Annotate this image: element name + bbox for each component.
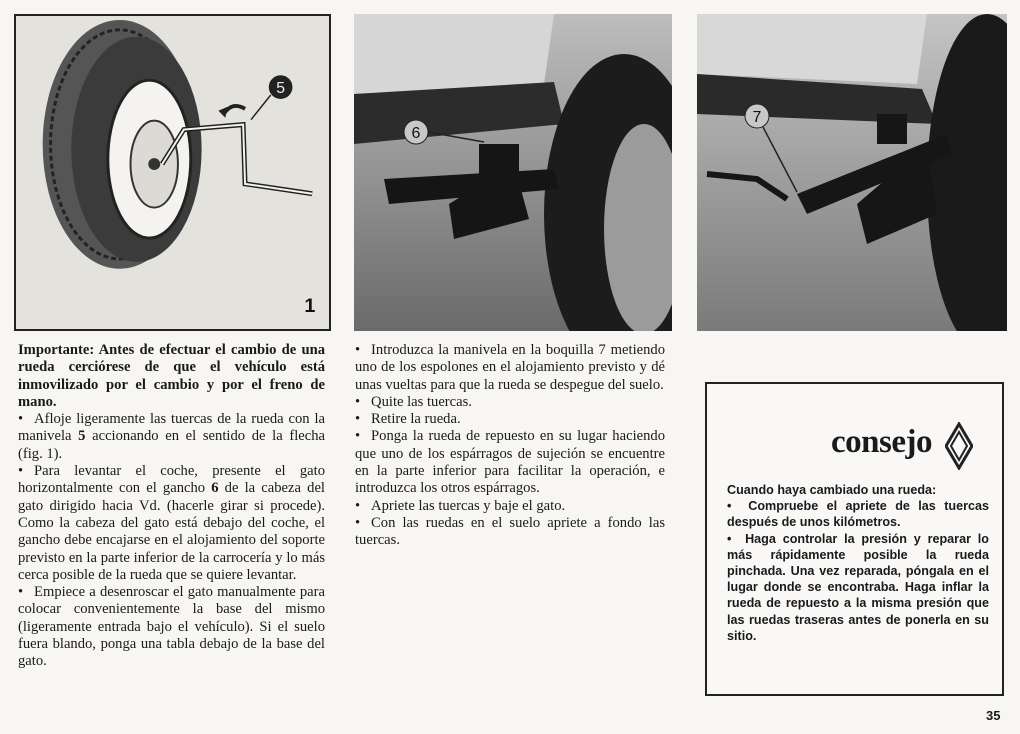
jack-crank-photo-illustration <box>697 14 1007 331</box>
instruction-unscrew-jack: • Empiece a desenroscar el gato manualmente para colocar convenientemente la base del mismo (ligeramente entrada bajo el vehículo). Si el suelo fuera blando, ponga una tabla debajo de la base del gato. <box>18 584 325 670</box>
figure-number-label: 1 <box>304 295 316 318</box>
text-column-left <box>18 342 325 671</box>
bullet-glyph: • <box>355 342 361 358</box>
bullet-glyph: • <box>355 411 361 428</box>
figure-2-jack-under-car <box>354 14 672 331</box>
instruction-item: • Introduzca la manivela en la boquilla 7 metiendo uno de los espolones en el alojamiento previsto y dé unas vueltas para que la rueda se despegue del suelo. <box>355 342 665 393</box>
instruction-loosen-nuts: • Afloje ligeramente las tuercas de la rueda con la manivela 5 accionando en el sentido de la flecha (fig. 1). <box>18 411 325 462</box>
instruction-item: • Quite las tuercas. <box>355 393 472 410</box>
instruction-item: • Con las ruedas en el suelo apriete a fondo las tuercas. <box>355 514 665 549</box>
callout-label-7: 7 <box>752 109 762 126</box>
bullet-glyph: • <box>355 514 361 531</box>
instruction-item: • Apriete las tuercas y baje el gato. <box>355 497 566 514</box>
bullet-glyph: • <box>727 531 732 546</box>
instruction-item: • Retire la rueda. <box>355 411 461 428</box>
tip-title: consejo <box>831 424 932 460</box>
bullet-glyph: • <box>18 411 24 428</box>
bullet-glyph: • <box>355 428 361 445</box>
page-number: 35 <box>986 708 1001 723</box>
callout-label-5: 5 <box>276 80 286 98</box>
tip-heading: Cuando haya cambiado una rueda: <box>727 483 937 497</box>
bullet-glyph: • <box>355 497 361 514</box>
instruction-item: • Ponga la rueda de repuesto en su lugar haciendo que uno de los espárragos de sujeción se encuentre en la parte inferior para facilitar la operación, e introduzca los otros espárragos. <box>355 428 665 497</box>
tip-body <box>727 482 989 644</box>
bullet-glyph: • <box>18 463 24 480</box>
spare-wheel-illustration <box>16 16 329 329</box>
instruction-position-jack: • Para levantar el coche, presente el gato horizontalmente con el gancho 6 de la cabeza del gato dirigido hacia Vd. (hacerle girar si procede). Como la cabeza del gato está debajo del coche, el gancho debe encajarse en el alojamiento del soporte previsto en la parte inferior de la carrocería y lo más cerca posible de la rueda que se quiere levantar. <box>18 463 325 583</box>
jack-photo-illustration <box>354 14 672 331</box>
figure-3-crank-in-jack <box>697 14 1007 331</box>
tip-item: • Haga controlar la presión y reparar lo más rápidamente posible la rueda pinchada. Una vez reparada, póngala en el lugar donde se encontraba. Haga inflar la rueda de repuesto a la misma presión que las ruedas traseras antes de ponerla en su sitio. <box>727 531 989 643</box>
tip-item: • Compruebe el apriete de las tuercas después de unos kilómetros. <box>727 499 990 530</box>
bullet-glyph: • <box>18 584 24 601</box>
figure-1-spare-wheel <box>14 14 331 331</box>
bullet-glyph: • <box>727 499 732 514</box>
tip-box <box>705 382 1004 696</box>
bullet-glyph: • <box>355 393 361 410</box>
important-notice: Importante: Antes de efectuar el cambio de una rueda cerciórese de que el vehículo está inmovilizado por el cambio y por el freno de mano. <box>18 342 325 410</box>
renault-diamond-icon <box>945 422 973 470</box>
callout-label-6: 6 <box>411 125 421 142</box>
text-column-middle <box>355 342 665 550</box>
